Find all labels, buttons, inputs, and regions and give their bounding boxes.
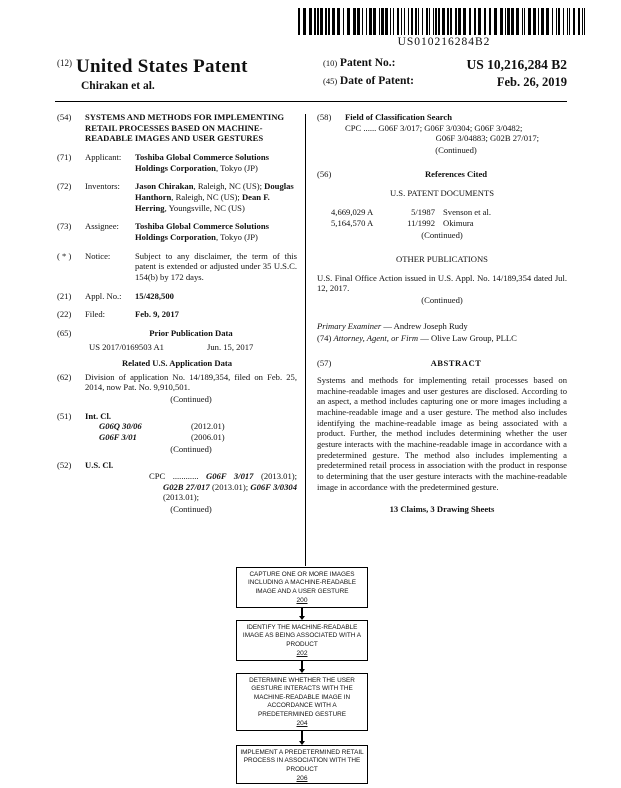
assignee-entry: [57, 221, 297, 242]
field-of-search-heading: Field of Classification Search: [345, 112, 453, 122]
flowchart-step-box: [236, 745, 368, 784]
field-code-65: (65): [57, 327, 72, 338]
other-publications-heading: OTHER PUBLICATIONS: [396, 253, 488, 264]
int-cl-entry: [57, 411, 297, 455]
appl-no-value: 15/428,500: [135, 290, 174, 301]
int-cl-date: (2006.01): [191, 432, 225, 443]
int-cl-code: G06Q 30/06: [99, 421, 142, 432]
flowchart-step-number: 204: [296, 720, 308, 728]
patent-date-value: Feb. 26, 2019: [496, 75, 567, 90]
applicant-value: Toshiba Global Commerce Solutions Holdings Corporation, Tokyo (JP): [135, 151, 269, 173]
field-code-72: (72): [57, 181, 72, 192]
patent-number-value: US 10,216,284 B2: [466, 57, 567, 72]
bibliographic-columns: [57, 112, 569, 566]
abstract-heading: ABSTRACT: [430, 358, 482, 369]
notice-text: Subject to any disclaimer, the term of this patent is extended or adjusted under 35 U.S.C. 154(b) by 172 days.: [135, 250, 297, 282]
field-code-62: (62): [57, 371, 72, 382]
flowchart-step-number: 202: [296, 650, 308, 658]
abstract-entry: [317, 358, 567, 369]
inventors-label: Inventors:: [85, 181, 120, 192]
field-code-54: (54): [57, 112, 72, 122]
us-cl-continued: (Continued): [170, 504, 212, 515]
prior-publication-heading: Prior Publication Data: [149, 327, 233, 338]
document-header: [57, 56, 567, 92]
attorney-line: (74) Attorney, Agent, or Firm — Olive Law Group, PLLC: [317, 333, 517, 344]
appl-no-label: Appl. No.:: [85, 290, 122, 301]
field-of-search-line2: G06F 3/04883; G02B 27/017;: [435, 133, 539, 144]
int-cl-continued: (Continued): [170, 443, 212, 454]
flowchart-step-box: [236, 673, 368, 731]
barcode: [298, 8, 590, 48]
assignee-label: Assignee:: [85, 221, 119, 232]
division-continued: (Continued): [170, 394, 212, 405]
field-of-search-line1: CPC ...... G06F 3/017; G06F 3/0304; G06F 3/0482;: [345, 122, 523, 133]
claims-summary: 13 Claims, 3 Drawing Sheets: [389, 504, 495, 515]
flow-arrow-down-icon: [299, 608, 305, 620]
other-publications-continued: (Continued): [421, 294, 463, 305]
field-code-10: (10): [323, 58, 338, 68]
int-cl-row: [99, 421, 297, 432]
field-code-star: ( * ): [57, 250, 72, 261]
field-code-22: (22): [57, 309, 72, 320]
division-text: Division of application No. 14/189,354, filed on Feb. 25, 2014, now Pat. No. 9,910,501.: [85, 371, 297, 393]
field-code-21: (21): [57, 290, 72, 301]
abstract-text: Systems and methods for implementing retail processes based on machine-readable images and user gestures are disclosed. According to an aspect, a method includes capturing one or more images including a machine-readable image and a user gesture. The method also includes identifying the machine-readable image as being associated with a product. Further, the method includes determining whether the user gesture interacts with the machine-readable image in accordance with a predetermined gesture. The method also includes implementing a predetermined retail process in association with the product in response to determining that the user gesture interacts with the machine-readable image in accordance with the predetermined gesture.: [317, 375, 567, 492]
flow-arrow-down-icon: [299, 731, 305, 745]
page-title: [57, 56, 307, 78]
reference-name: Svenson et al.: [443, 206, 491, 217]
filed-entry: [57, 309, 297, 320]
barcode-number: US010216284B2: [397, 36, 491, 48]
flowchart-step-number: 206: [296, 775, 308, 783]
reference-patent-number: 4,669,029 A: [331, 206, 374, 217]
flowchart-step-label: DETERMINE WHETHER THE USER GESTURE INTERACTS WITH THE MACHINE-READABLE IMAGE IN ACCORDANCE WITH A PREDETERMINED GESTURE: [249, 677, 355, 718]
field-code-51: (51): [57, 410, 72, 421]
field-code-73: (73): [57, 221, 72, 232]
representative-drawing-flowchart: [0, 567, 604, 784]
prior-publication-entry: [57, 328, 297, 352]
assignee-value: Toshiba Global Commerce Solutions Holdings Corporation, Tokyo (JP): [135, 221, 269, 242]
other-publications-text: U.S. Final Office Action issued in U.S. Appl. No. 14/189,354 dated Jul. 12, 2017.: [317, 272, 567, 294]
prior-publication-id: US 2017/0169503 A1: [89, 341, 164, 352]
field-code-58: (58): [317, 112, 332, 122]
flow-arrow-down-icon: [299, 661, 305, 673]
flowchart-step-number: 200: [296, 597, 308, 605]
reference-row: [317, 218, 567, 229]
inventor-short-name: Chirakan et al.: [81, 80, 155, 92]
patent-number-row: [323, 56, 567, 74]
int-cl-date: (2012.01): [191, 421, 225, 432]
filed-value: Feb. 9, 2017: [135, 309, 179, 320]
references-cited-heading: References Cited: [424, 168, 488, 179]
patent-date-row: [323, 74, 567, 91]
reference-row: [317, 207, 567, 218]
references-cited-entry: [317, 169, 567, 183]
int-cl-code: G06F 3/01: [99, 432, 137, 443]
flowchart-step-label: IDENTIFY THE MACHINE-READABLE IMAGE AS BEING ASSOCIATED WITH A PRODUCT: [242, 624, 362, 648]
barcode-bars-graphic: [298, 8, 590, 35]
flowchart-step-label: CAPTURE ONE OR MORE IMAGES INCLUDING A MACHINE-READABLE IMAGE AND A USER GESTURE: [248, 571, 356, 595]
field-code-45: (45): [323, 76, 338, 87]
field-code-56: (56): [317, 168, 332, 179]
patent-number-label: Patent No.:: [339, 57, 396, 69]
prior-publication-date: Jun. 15, 2017: [207, 341, 254, 352]
us-cl-entry: [57, 460, 297, 514]
applicant-label: Applicant:: [85, 151, 122, 162]
header-divider-rule: [55, 101, 567, 102]
left-column: [57, 112, 297, 566]
column-divider-rule: [305, 114, 306, 566]
reference-name: Okimura: [443, 218, 474, 229]
prior-publication-line: [89, 342, 297, 353]
references-continued: (Continued): [421, 230, 463, 241]
field-code-71: (71): [57, 151, 72, 162]
application-number-entry: [57, 291, 297, 302]
patent-office-title: United States Patent: [76, 56, 248, 77]
reference-patent-number: 5,164,570 A: [331, 218, 374, 229]
patent-date-label: Date of Patent:: [339, 75, 415, 88]
flowchart-step-label: IMPLEMENT A PREDETERMINED RETAIL PROCESS IN ASSOCIATION WITH THE PRODUCT: [240, 749, 364, 773]
field-code-52: (52): [57, 460, 72, 471]
filed-label: Filed:: [85, 309, 106, 320]
primary-examiner-line: Primary Examiner — Andrew Joseph Rudy: [317, 320, 468, 331]
reference-date: 11/1992: [407, 218, 435, 229]
related-application-heading: Related U.S. Application Data: [121, 358, 233, 369]
notice-entry: [57, 251, 297, 283]
flowchart-step-box: [236, 567, 368, 608]
right-column: [317, 112, 567, 566]
division-entry: [57, 372, 297, 405]
flowchart-step-box: [236, 620, 368, 661]
field-of-search-entry: [317, 112, 567, 156]
int-cl-heading: Int. Cl.: [85, 410, 112, 421]
int-cl-row: [99, 432, 297, 443]
kind-code: (12): [57, 58, 72, 68]
notice-label: Notice:: [85, 250, 111, 261]
reference-date: 5/1987: [411, 206, 435, 217]
invention-title-entry: [57, 112, 297, 144]
field-of-search-continued: (Continued): [435, 144, 477, 155]
us-patent-documents-heading: U.S. PATENT DOCUMENTS: [389, 188, 495, 199]
us-cl-heading: U.S. Cl.: [85, 460, 114, 471]
applicant-entry: [57, 152, 297, 173]
field-code-57: (57): [317, 358, 332, 369]
invention-title: SYSTEMS AND METHODS FOR IMPLEMENTING RETAIL PROCESSES BASED ON MACHINE-READABLE IMAGES AND USER GESTURES: [85, 112, 285, 144]
inventors-value: Jason Chirakan, Raleigh, NC (US); Douglas Hanthorn, Raleigh, NC (US); Dean F. Herring, Youngsville, NC (US): [135, 181, 294, 213]
inventors-entry: [57, 181, 297, 213]
us-cl-cpc-text: CPC ............ G06F 3/017 (2013.01); G02B 27/017 (2013.01); G06F 3/0304 (2013.01);: [149, 471, 297, 503]
